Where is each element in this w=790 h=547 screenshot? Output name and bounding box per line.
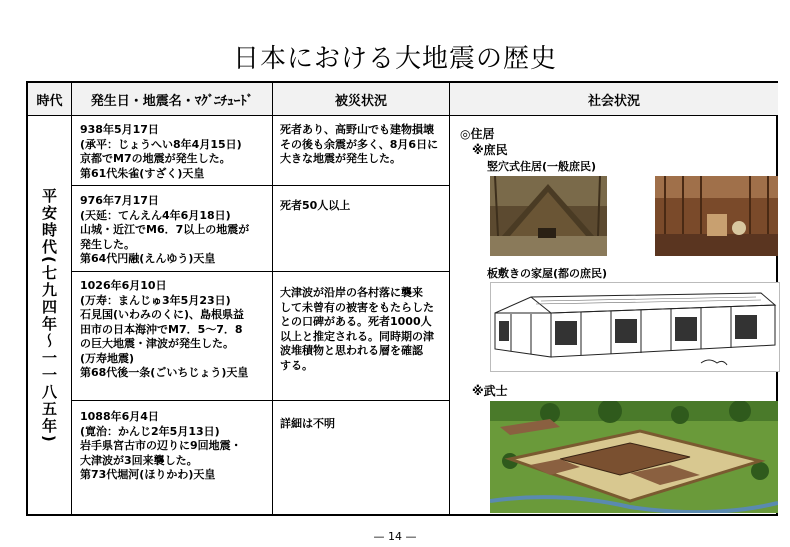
- event-line: 石見国(いわみのくに)、島根県益: [80, 308, 245, 321]
- damage-line: 死者あり、高野山でも建物損壊: [280, 123, 434, 136]
- damage-line: との口碑がある。死者1000人: [280, 315, 432, 328]
- plank-house-drawing: [490, 282, 780, 372]
- damage-976: [280, 199, 350, 214]
- event-938: [80, 123, 242, 181]
- samurai-heading: ※武士: [472, 384, 508, 398]
- event-line: 発生した。: [80, 237, 135, 251]
- plank-house-caption: 板敷きの家屋(都の庶民): [487, 267, 608, 280]
- event-line: の巨大地震・津波が発生した。: [80, 337, 234, 350]
- event-line: 田市の日本海沖でM7．5～7．8: [80, 322, 243, 336]
- header-era: 時代: [28, 83, 71, 115]
- event-line: (承平：じょうへい8年4月15日): [80, 137, 242, 151]
- event-976: [80, 194, 249, 267]
- damage-line: 大きな地震が発生した。: [280, 152, 401, 165]
- pit-house-caption: 竪穴式住居(一般庶民): [487, 160, 597, 173]
- event-line: 大津波が3回来襲した。: [80, 453, 198, 467]
- damage-line: 以上と推定される。同時期の津: [280, 329, 434, 343]
- event-line: 第61代朱雀(すざく)天皇: [80, 166, 205, 180]
- page-number: — 14 —: [373, 530, 417, 543]
- damage-1026: [280, 286, 434, 373]
- era-cell: [28, 115, 71, 516]
- header-date: 発生日・地震名・ﾏｸﾞﾆﾁｭｰﾄﾞ: [72, 83, 272, 115]
- damage-1088: [280, 417, 335, 432]
- event-line: (万寿地震): [80, 351, 135, 365]
- samurai-residence-illustration: [490, 401, 778, 513]
- header-social: 社会状況: [450, 83, 778, 115]
- earthquake-history-table: [26, 81, 778, 516]
- page-title: 日本における大地震の歴史: [232, 44, 557, 74]
- commoners-heading: ※庶民: [472, 143, 508, 157]
- era-label: 平安時代(七九四年～一一八五年): [40, 187, 58, 444]
- damage-938: [280, 123, 438, 167]
- housing-heading: ◎住居: [460, 127, 495, 141]
- event-1088: [80, 410, 242, 483]
- event-line: 976年7月17日: [80, 194, 159, 207]
- event-line: 京都でM7の地震が発生した。: [80, 152, 231, 165]
- house-interior-photo: [655, 176, 778, 256]
- damage-line: 死者50人以上: [280, 199, 351, 212]
- event-line: (天延：てんえん4年6月18日): [80, 208, 231, 222]
- event-line: 第64代円融(えんゆう)天皇: [80, 252, 216, 265]
- pit-house-photo: [490, 176, 607, 256]
- event-line: 第68代後一条(ごいちじょう)天皇: [80, 366, 249, 379]
- event-line: (万寿：まんじゅ3年5月23日): [80, 293, 231, 307]
- event-line: 938年5月17日: [80, 123, 159, 136]
- event-line: 岩手県宮古市の辺りに9回地震・: [80, 439, 242, 452]
- event-line: 山城・近江でM6．7以上の地震が: [80, 223, 250, 236]
- damage-line: 大津波が沿岸の各村落に襲来: [280, 286, 423, 299]
- damage-line: して未曾有の被害をもたらした: [280, 300, 434, 314]
- event-line: 1026年6月10日: [80, 279, 167, 292]
- damage-line: 詳細は不明: [280, 417, 335, 430]
- damage-line: その後も余震が多く、8月6日に: [280, 137, 439, 151]
- event-line: (寛治：かんじ2年5月13日): [80, 424, 220, 438]
- event-1026: [80, 279, 248, 381]
- header-damage: 被災状況: [273, 83, 449, 115]
- damage-line: する。: [280, 358, 313, 372]
- damage-line: 波堆積物と思われる層を確認: [280, 344, 423, 357]
- event-line: 第73代堀河(ほりかわ)天皇: [80, 468, 216, 481]
- event-line: 1088年6月4日: [80, 410, 159, 423]
